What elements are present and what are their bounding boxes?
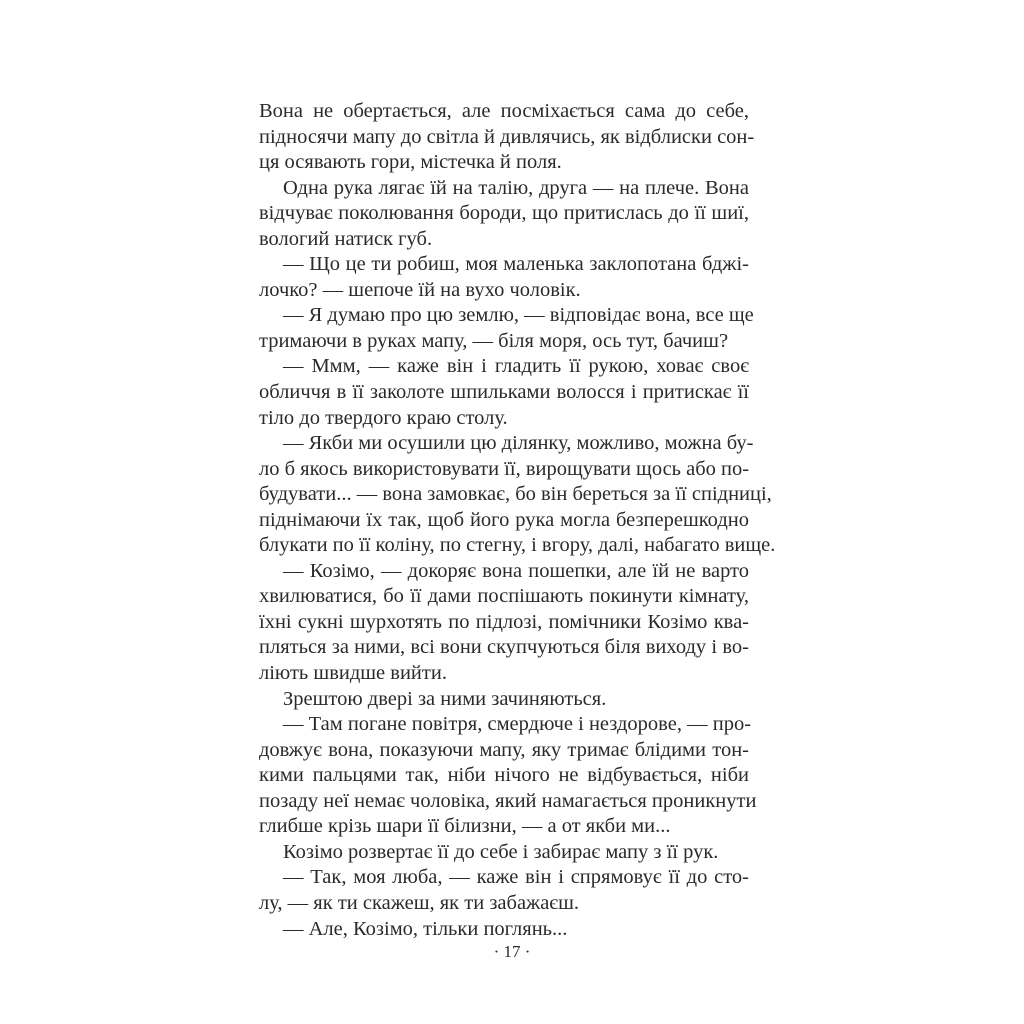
page-number: · 17 · [493,942,531,961]
text-line: будувати... — вона замовкає, бо він береться за її спідниці, [259,483,772,506]
text-line: позаду неї немає чоловіка, який намагається проникнути [259,789,757,812]
text-line: тіло до твердого краю столу. [259,406,508,429]
text-line: — Що це ти робиш, моя маленька заклопотана бджі- [283,253,749,276]
text-line: — Там погане повітря, смердюче і нездорове, — про- [283,713,752,736]
text-line: — Якби ми осушили цю ділянку, можливо, можна бу- [283,432,754,455]
text-line: глибше крізь шари її білизни, — а от якби ми... [259,815,671,838]
text-line: Одна рука лягає їй на талію, друга — на плече. Вона [283,176,749,199]
text-line: їхні сукні шурхотять по підлозі, помічники Козімо ква- [259,610,749,633]
text-line: підносячи мапу до світла й дивлячись, як відблиски сон- [259,125,755,148]
text-line: лочко? — шепоче їй на вухо чоловік. [259,278,581,301]
text-line: кими пальцями так, ніби нічого не відбувається, ніби [259,764,749,787]
text-line: тримаючи в руках мапу, — біля моря, ось тут, бачиш? [259,329,729,352]
text-line: вологий натиск губ. [259,227,433,250]
text-line: блукати по її коліну, по стегну, і вгору, далі, набагато вище. [259,534,776,557]
text-line: — Ммм, — каже він і гладить її рукою, ховає своє [283,355,749,378]
text-line: ло б якось використовувати її, вирощувати щось або по- [259,457,750,480]
text-line: — Так, моя люба, — каже він і спрямовує її до сто- [283,866,749,889]
text-line: пляться за ними, всі вони скупчуються біля виходу і во- [259,636,749,659]
text-line: обличчя в її заколоте шпильками волосся і притискає її [259,381,749,404]
text-line: Козімо розвертає її до себе і забирає мапу з її рук. [283,840,719,863]
text-line: ліють швидше вийти. [259,662,447,685]
text-line: — Але, Козімо, тільки поглянь... [283,917,568,940]
text-line: піднімаючи їх так, щоб його рука могла безперешкодно [259,508,749,531]
text-line: — Козімо, — докоряє вона пошепки, але їй не варто [283,559,749,582]
text-line: — Я думаю про цю землю, — відповідає вона, все ще [283,304,754,327]
text-line: лу, — як ти скажеш, як ти забажаєш. [259,891,580,914]
text-line: відчуває поколювання бороди, що притислась до її шиї, [259,202,749,225]
text-line: ця осявають гори, містечка й поля. [259,151,562,174]
text-line: Вона не обертається, але посміхається сама до себе, [259,100,749,122]
text-line: довжує вона, показуючи мапу, яку тримає блідими тон- [259,738,749,761]
text-line: Зрештою двері за ними зачиняються. [283,687,607,710]
text-line: хвилюватися, бо її дами поспішають покинути кімнату, [259,585,749,608]
page-body-text [259,99,776,942]
